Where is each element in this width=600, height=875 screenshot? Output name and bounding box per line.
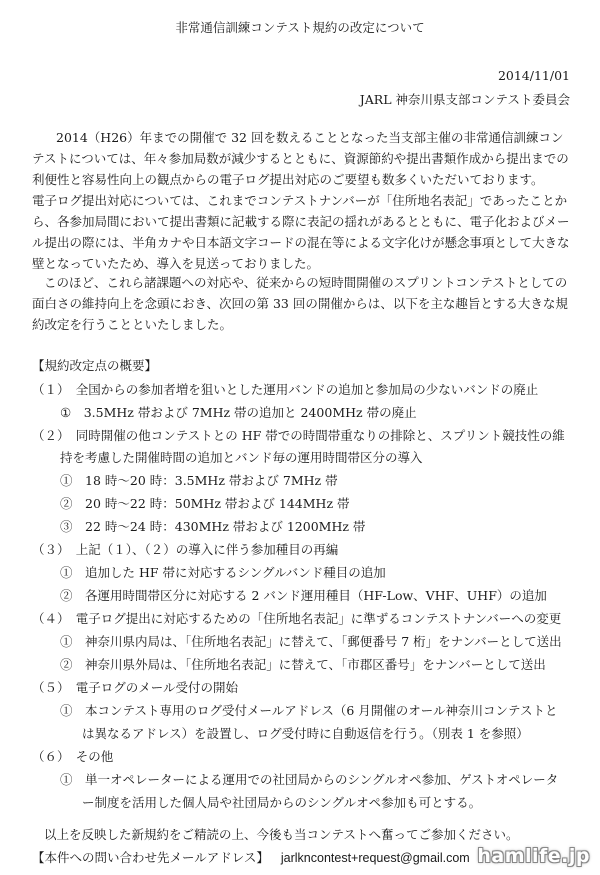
document-title: 非常通信訓練コンテスト規約の改定について (175, 20, 425, 35)
closing-text: 以上を反映した新規約をご精読の上、今後も当コンテストへ奮ってご参加ください。 (44, 827, 519, 842)
summary-item-3: （３） 上記（１）、（２）の導入に伴う参加種目の再編 (32, 542, 339, 557)
summary-subitem-2-1: ① 18 時～20 時：3.5MHz 帯および 7MHz 帯 (60, 473, 338, 488)
summary-subitem-3-2: ② 各運用時間帯区分に対応する 2 バンド運用種目（HF-Low、VHF、UHF）の追加 (60, 588, 547, 603)
document-date: 2014/11/01 (497, 68, 570, 83)
summary-subitem-3-1: ① 追加した HF 帯に対応するシングルバンド種目の追加 (60, 565, 386, 580)
summary-item-5: （５） 電子ログのメール受付の開始 (32, 680, 239, 695)
summary-subitem-1-1: ① 3.5MHz 帯および 7MHz 帯の追加と 2400MHz 帯の廃止 (60, 405, 417, 420)
summary-item-6: （６） その他 (32, 749, 114, 764)
summary-subitem-5-1-cont: は異なるアドレス）を設置し、ログ受付時に自動返信を行う。（別表 1 を参照） (82, 726, 529, 741)
contact-label: 【本件への問い合わせ先メールアドレス】 (32, 850, 269, 865)
organization-name: JARL 神奈川県支部コンテスト委員会 (359, 92, 570, 107)
hamlife-watermark-logo: hamlife.jp (477, 845, 590, 867)
summary-subitem-6-1: ① 単一オペレーターによる運用での社団局からのシングルオペ参加、ゲストオペレータ (60, 772, 559, 787)
intro-paragraph-2 (32, 190, 572, 274)
summary-heading: 【規約改定点の概要】 (32, 358, 158, 373)
summary-subitem-2-2: ② 20 時～22 時：50MHz 帯および 144MHz 帯 (60, 496, 350, 511)
summary-item-1: （１） 全国からの参加者増を狙いとした運用バンドの追加と参加局の少ないバンドの廃止 (32, 382, 539, 397)
summary-subitem-2-3: ③ 22 時～24 時：430MHz 帯および 1200MHz 帯 (60, 519, 366, 534)
contact-email-link[interactable]: jarlkncontest+request@gmail.com (280, 851, 470, 865)
intro-paragraph-1: 2014（H26）年までの開催で 32 回を数えることとなった当支部主催の非常通信訓練コンテストについては、年々参加局数が減少するとともに、資源節約や提出書類作成から提出までの利便性と容易性向上の観点からの電子ログ提出対応のご要望も数多くいただいております。 (32, 130, 569, 187)
summary-subitem-6-1-cont: ー制度を活用した個人局や社団局からのシングルオペ参加も可とする。 (82, 795, 482, 810)
summary-item-2: （２） 同時開催の他コンテストとの HF 帯での時間帯重なりの排除と、スプリント競技性の維 (32, 428, 565, 443)
intro-paragraph-2-text: 電子ログ提出対応については、これまでコンテストナンバーが「住所地名表記」であったことから、各参加局間において提出書類に記載する際に表記の揺れがあるとともに、電子化およびメール提出の際には、半角カナや日本語文字コードの混在等による文字化けが懸念事項として大きな壁となっていたため、導入を見送っておりました。 (32, 193, 570, 271)
summary-subitem-4-1: ① 神奈川県内局は、「住所地名表記」に替えて、「郵便番号 7 桁」をナンバーとして送出 (60, 634, 562, 649)
summary-item-2-cont: 持を考慮した開催時間の追加とバンド毎の運用時間帯区分の導入 (60, 450, 423, 465)
contact-line (32, 849, 470, 867)
summary-subitem-4-2: ② 神奈川県外局は、「住所地名表記」に替えて、「市郡区番号」をナンバーとして送出 (60, 657, 546, 672)
summary-subitem-5-1: ① 本コンテスト専用のログ受付メールアドレス（6 月開催のオール神奈川コンテストと (60, 703, 558, 718)
summary-item-4: （４） 電子ログ提出に対応するための「住所地名表記」に準ずるコンテストナンバーへの変更 (32, 611, 562, 626)
intro-paragraph-3: このほど、これら諸課題への対応や、従来からの短時間開催のスプリントコンテストとしての面白さの維持向上を念頭におき、次回の第 33 回の開催からは、以下を主な趣旨とする大きな規約改定を行うことといたしました。 (32, 275, 568, 332)
